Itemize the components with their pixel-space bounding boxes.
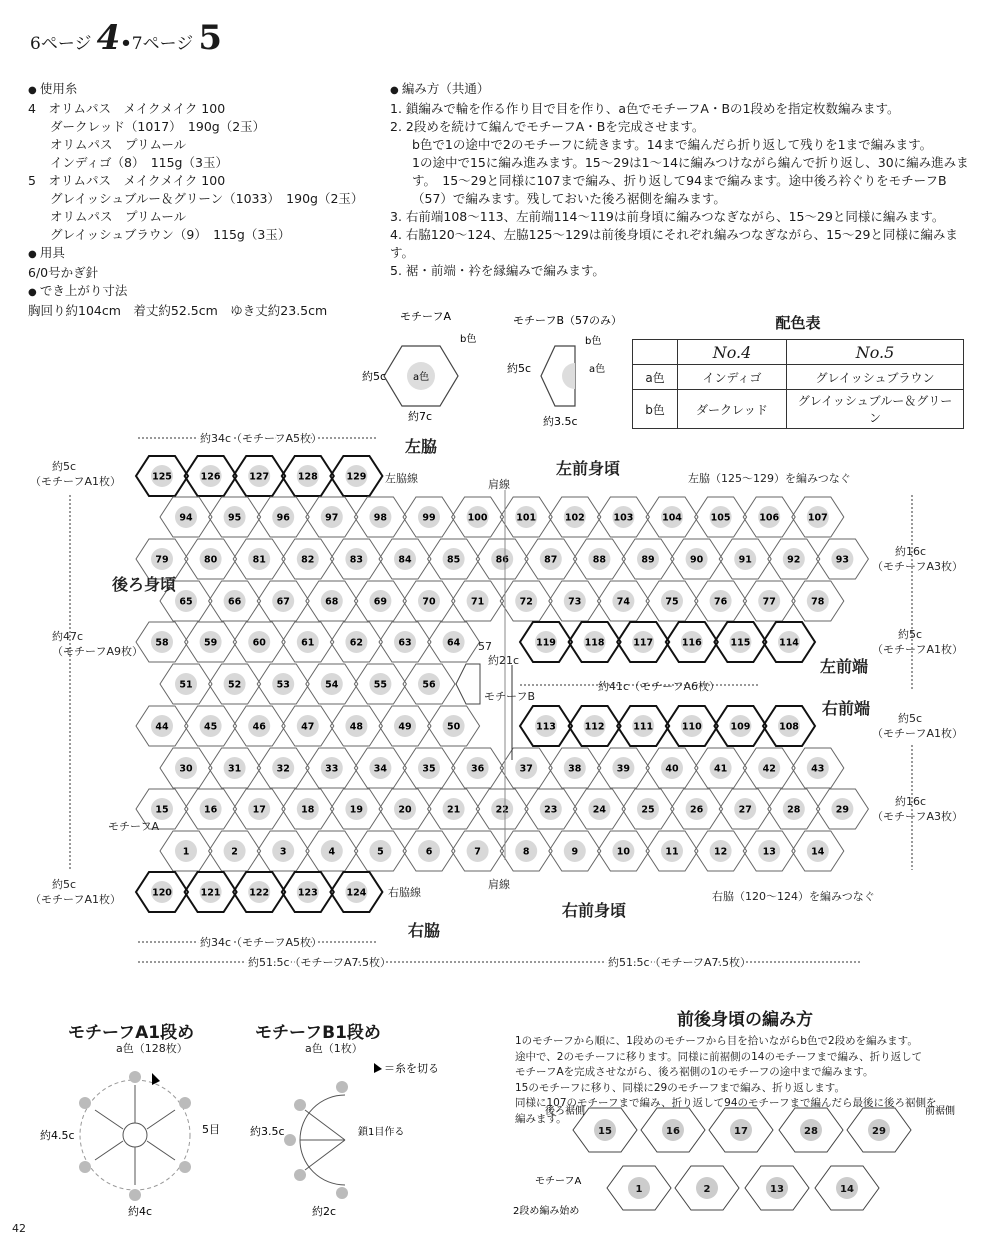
motif-number: 88 <box>592 554 607 566</box>
svg-text:約41c（モチーフA6枚）: 約41c（モチーフA6枚） <box>598 680 721 693</box>
motif-number: 36 <box>470 763 485 775</box>
knit-order-number: 28 <box>804 1126 818 1137</box>
motif-number: 55 <box>373 679 388 691</box>
svg-text:約21c: 約21c <box>488 654 520 667</box>
motif-number: 115 <box>730 637 751 649</box>
svg-text:約51.5c（モチーフA7.5枚）: 約51.5c（モチーフA7.5枚） <box>248 956 392 969</box>
page-header: 6ページ 4•7ページ 5 <box>30 18 223 58</box>
motif-number: 2 <box>231 846 238 858</box>
svg-text:モチーフA: モチーフA <box>108 820 159 833</box>
motif-number: 102 <box>564 512 585 524</box>
motif-number: 54 <box>325 679 339 691</box>
knit-order-number: 15 <box>598 1126 612 1137</box>
motif-number: 108 <box>779 721 799 733</box>
motif-number: 67 <box>276 596 290 608</box>
svg-text:約2c: 約2c <box>312 1205 337 1218</box>
motif-b-round1-title: モチーフB1段め <box>255 1023 381 1043</box>
motif-number: 107 <box>807 512 828 524</box>
knit-order-number: 13 <box>770 1184 784 1195</box>
svg-text:a色: a色 <box>413 372 430 383</box>
motif-number: 14 <box>811 846 825 858</box>
svg-text:左脇（125〜129）を編みつなぐ: 左脇（125〜129）を編みつなぐ <box>688 472 851 485</box>
motif-a-round1-chart <box>40 1055 230 1220</box>
motif-number: 120 <box>152 887 172 899</box>
svg-text:約47c: 約47c <box>52 630 84 643</box>
motif-number: 70 <box>422 596 436 608</box>
motif-number: 69 <box>373 596 388 608</box>
motif-number: 76 <box>713 596 728 608</box>
motif-number: 63 <box>398 637 412 649</box>
svg-text:肩線: 肩線 <box>488 478 510 491</box>
motif-number: 106 <box>759 512 780 524</box>
motif-number: 23 <box>544 804 558 816</box>
motif-number: 83 <box>349 554 364 566</box>
knit-order-number: 29 <box>872 1126 886 1137</box>
motif-number: 20 <box>398 804 412 816</box>
motif-number: 52 <box>227 679 242 691</box>
motif-b-57 <box>456 664 480 704</box>
svg-text:57: 57 <box>478 640 492 653</box>
motif-number: 51 <box>179 679 193 691</box>
motif-number: 59 <box>203 637 218 649</box>
motif-number: 49 <box>398 721 412 733</box>
motif-number: 82 <box>301 554 315 566</box>
svg-text:右脇線: 右脇線 <box>388 886 421 899</box>
knit-order-number: 1 <box>635 1184 643 1195</box>
motif-number: 103 <box>613 512 634 524</box>
motif-number: 119 <box>536 637 556 649</box>
motif-number: 129 <box>346 471 367 483</box>
motif-number: 24 <box>592 804 607 816</box>
motif-number: 111 <box>633 721 654 733</box>
svg-text:約5c: 約5c <box>52 878 77 891</box>
motif-number: 42 <box>762 763 776 775</box>
motif-number: 44 <box>155 721 169 733</box>
motif-number: 122 <box>249 887 270 899</box>
motif-number: 46 <box>252 721 266 733</box>
motif-number: 5 <box>377 846 384 858</box>
motif-number: 12 <box>713 846 728 858</box>
motif-number: 1 <box>182 846 190 858</box>
svg-text:（モチーフA1枚）: （モチーフA1枚） <box>872 727 963 740</box>
motif-number: 104 <box>662 512 682 524</box>
svg-text:モチーフB: モチーフB <box>484 690 535 703</box>
motif-number: 105 <box>710 512 731 524</box>
motif-number: 126 <box>200 471 221 483</box>
svg-text:約5c: 約5c <box>507 362 532 375</box>
motif-b-round1-chart <box>250 1055 450 1220</box>
motif-number: 78 <box>811 596 825 608</box>
motif-number: 95 <box>227 512 242 524</box>
motif-number: 116 <box>681 637 702 649</box>
motif-a-label: モチーフA <box>400 310 451 323</box>
motif-number: 66 <box>227 596 242 608</box>
svg-text:左脇: 左脇 <box>405 437 438 456</box>
motif-number: 81 <box>252 554 266 566</box>
motif-number: 17 <box>252 804 266 816</box>
motif-number: 65 <box>179 596 193 608</box>
motif-number: 7 <box>474 846 481 858</box>
motif-number: 89 <box>641 554 655 566</box>
motif-number: 30 <box>179 763 193 775</box>
color-table: 配色表 No.4 No.5 a色 インディゴ グレイッシュブラウン b色 ダークレッド グレイッシュブルー＆グリーン <box>632 312 964 429</box>
motif-number: 117 <box>633 637 654 649</box>
motif-number: 101 <box>516 512 537 524</box>
motif-number: 60 <box>252 637 266 649</box>
svg-text:鎖1目作る: 鎖1目作る <box>358 1127 405 1138</box>
motif-number: 50 <box>446 721 461 733</box>
svg-text:2段め編み始め: 2段め編み始め <box>513 1206 580 1217</box>
method-section: ● 編み方（共通） 1. 鎖編みで輪を作る作り目で目を作り、a色でモチーフA・Bの1段めを指定枚数編みます。 2. 2段めを続けて編んでモチーフA・Bを完成させます。 b色で1の途中で2のモチーフに続きます。14まで編んだら折り返して残りを1まで編みます。 1の途中で15に編み進みます。15〜29は1〜14に編みつけながら編んで折り返し、30に編み進みます。 15〜29と同様に107まで編み、折り返して94まで編みます。途中後ろ衿ぐりをモチーフB（57）で編みます。残しておいた後ろ裾側を編みます。 3. 右前端108〜113、左前端114〜119は前身頃に編みつなぎながら、15〜29と同様に編みます。 4. 右脇120〜124、左脇125〜129は前後身頃にそれぞれ編みつなぎながら、15〜29と同様に編みます。 5. 裾・前端・衿を縁編みで編みます。 <box>390 80 980 280</box>
motif-number: 9 <box>571 846 579 858</box>
svg-text:前裾側: 前裾側 <box>925 1106 955 1117</box>
motif-number: 11 <box>665 846 679 858</box>
motif-number: 71 <box>470 596 485 608</box>
motif-number: 123 <box>297 887 318 899</box>
motif-number: 127 <box>249 471 270 483</box>
svg-text:約4c: 約4c <box>128 1205 153 1218</box>
motif-number: 53 <box>276 679 290 691</box>
svg-text:肩線: 肩線 <box>488 878 510 891</box>
motif-number: 41 <box>713 763 728 775</box>
motif-number: 92 <box>787 554 801 566</box>
motif-number: 10 <box>616 846 631 858</box>
motif-number: 43 <box>811 763 825 775</box>
svg-text:（モチーフA3枚）: （モチーフA3枚） <box>872 810 963 823</box>
motif-number: 38 <box>568 763 582 775</box>
motif-number: 90 <box>689 554 704 566</box>
svg-text:後ろ裾側: 後ろ裾側 <box>545 1106 585 1117</box>
motif-number: 61 <box>301 637 315 649</box>
motif-b-label: モチーフB（57のみ） <box>513 314 622 327</box>
motif-number: 39 <box>616 763 631 775</box>
svg-text:モチーフA: モチーフA <box>535 1176 582 1187</box>
motif-number: 91 <box>738 554 752 566</box>
motif-number: 113 <box>536 721 556 733</box>
motif-number: 73 <box>568 596 582 608</box>
motif-number: 40 <box>665 763 679 775</box>
motif-number: 27 <box>738 804 752 816</box>
body-knitting-instructions: 前後身頃の編み方 1のモチーフから順に、1段めのモチーフから目を拾いながらb色で2段めを編みます。 途中で、2のモチーフに移ります。同様に前裾側の14のモチーフまで編み、折り返して モチーフAを完成させながら、後ろ裾側の1のモチーフの途中まで編みます。 15のモチーフに移り、同様に29のモチーフまで編み、折り返します。 同様に107のモチーフまで編み、折り返して94のモチーフまで編んだら最後に後ろ裾側を 編みます。 <box>515 1010 937 1125</box>
motif-number: 128 <box>297 471 318 483</box>
motif-number: 8 <box>522 846 530 858</box>
motif-number: 99 <box>422 512 436 524</box>
materials-section: ● 使用糸 4 オリムパス メイクメイク 100 ダークレッド（1017） 190g（2玉） オリムパス プリムール インディゴ（8） 115g（3玉） 5 オリムパス メイクメイク 100 グレイッシュブルー＆グリーン（1033） 190g（2玉） オリムパス プリムール グレイッシュブラウン（9） 115g（3玉） ● 用具 6/0号かぎ針 ● でき上がり寸法 胸回り約104cm 着丈約52.5cm ゆき丈約23.5cm <box>28 80 388 320</box>
motif-number: 75 <box>665 596 679 608</box>
motif-number: 85 <box>446 554 461 566</box>
motif-number: 79 <box>155 554 169 566</box>
svg-text:5目: 5目 <box>202 1123 220 1136</box>
body-knit-order-chart <box>505 1100 965 1225</box>
motif-grid <box>136 456 871 912</box>
motif-number: 4 <box>328 846 336 858</box>
svg-text:右前身頃: 右前身頃 <box>562 901 627 920</box>
knit-order-number: 16 <box>666 1126 680 1137</box>
motif-number: 13 <box>762 846 776 858</box>
motif-number: 87 <box>544 554 558 566</box>
svg-text:左前端: 左前端 <box>820 657 869 676</box>
motif-number: 68 <box>325 596 339 608</box>
knit-order-number: 2 <box>703 1184 711 1195</box>
svg-text:（モチーフA9枚）: （モチーフA9枚） <box>52 645 143 658</box>
svg-text:約3.5c: 約3.5c <box>250 1125 285 1138</box>
motif-number: 25 <box>641 804 655 816</box>
motif-number: 37 <box>519 763 533 775</box>
svg-text:約16c: 約16c <box>895 545 927 558</box>
svg-text:約5c: 約5c <box>362 370 387 383</box>
svg-text:（モチーフA1枚）: （モチーフA1枚） <box>872 643 963 656</box>
motif-number: 74 <box>616 596 631 608</box>
back-body-label: 後ろ身頃 <box>112 575 177 594</box>
motif-number: 110 <box>681 721 702 733</box>
motif-number: 6 <box>425 846 433 858</box>
svg-text:左前身頃: 左前身頃 <box>556 459 621 478</box>
motif-number: 97 <box>325 512 339 524</box>
motif-number: 64 <box>446 637 461 649</box>
motif-number: 86 <box>495 554 509 566</box>
motif-number: 114 <box>779 637 799 649</box>
motif-number: 56 <box>422 679 436 691</box>
svg-text:約34c（モチーフA5枚）: 約34c（モチーフA5枚） <box>200 432 323 445</box>
svg-text:約16c: 約16c <box>895 795 927 808</box>
motif-number: 121 <box>200 887 221 899</box>
motif-number: 28 <box>787 804 801 816</box>
page-number: 42 <box>12 1222 26 1235</box>
svg-text:a色: a色 <box>589 364 606 375</box>
svg-text:b色: b色 <box>585 336 602 347</box>
svg-text:右脇: 右脇 <box>408 921 441 940</box>
knit-order-number: 14 <box>840 1184 854 1195</box>
knit-order-number: 17 <box>734 1126 748 1137</box>
motif-number: 34 <box>373 763 388 775</box>
svg-text:b色: b色 <box>460 334 477 345</box>
svg-text:右前端: 右前端 <box>822 699 871 718</box>
motif-number: 72 <box>519 596 533 608</box>
motif-number: 33 <box>325 763 339 775</box>
motif-number: 94 <box>179 512 193 524</box>
svg-text:右脇（120〜124）を編みつなぐ: 右脇（120〜124）を編みつなぐ <box>712 890 875 903</box>
motif-number: 80 <box>203 554 218 566</box>
motif-number: 96 <box>276 512 290 524</box>
motif-number: 93 <box>835 554 850 566</box>
svg-text:（モチーフA1枚）: （モチーフA1枚） <box>30 475 121 488</box>
svg-text:＝糸を切る: ＝糸を切る <box>384 1062 439 1075</box>
motif-number: 48 <box>349 721 364 733</box>
svg-text:約34c（モチーフA5枚）: 約34c（モチーフA5枚） <box>200 936 323 949</box>
svg-text:約5c: 約5c <box>898 712 923 725</box>
motif-number: 19 <box>349 804 364 816</box>
motif-number: 21 <box>446 804 461 816</box>
motif-number: 32 <box>276 763 290 775</box>
motif-number: 47 <box>301 721 315 733</box>
motif-number: 125 <box>152 471 172 483</box>
motif-number: 98 <box>373 512 388 524</box>
svg-text:約3.5c: 約3.5c <box>543 415 578 428</box>
motif-number: 100 <box>467 512 488 524</box>
motif-number: 31 <box>227 763 242 775</box>
svg-text:約51.5c（モチーフA7.5枚）: 約51.5c（モチーフA7.5枚） <box>608 956 752 969</box>
motif-number: 112 <box>584 721 605 733</box>
motif-number: 84 <box>398 554 412 566</box>
motif-number: 58 <box>155 637 169 649</box>
svg-text:（モチーフA3枚）: （モチーフA3枚） <box>872 560 963 573</box>
motif-number: 124 <box>346 887 367 899</box>
motif-number: 18 <box>301 804 315 816</box>
motif-number: 118 <box>584 637 605 649</box>
motif-number: 26 <box>689 804 704 816</box>
motif-number: 16 <box>203 804 218 816</box>
motif-number: 22 <box>495 804 509 816</box>
svg-text:約4.5c: 約4.5c <box>40 1129 75 1142</box>
svg-text:約5c: 約5c <box>898 628 923 641</box>
motif-number: 15 <box>155 804 169 816</box>
svg-text:左脇線: 左脇線 <box>385 472 418 485</box>
motif-number: 109 <box>730 721 751 733</box>
svg-text:約7c: 約7c <box>408 410 433 423</box>
motif-number: 3 <box>279 846 287 858</box>
svg-text:約5c: 約5c <box>52 460 77 473</box>
svg-text:（モチーフA1枚）: （モチーフA1枚） <box>30 893 121 906</box>
motif-a-round1-title: モチーフA1段め <box>68 1023 195 1043</box>
motif-number: 62 <box>349 637 364 649</box>
motif-number: 45 <box>203 721 218 733</box>
motif-number: 29 <box>835 804 850 816</box>
motif-number: 35 <box>422 763 436 775</box>
motif-number: 77 <box>762 596 776 608</box>
